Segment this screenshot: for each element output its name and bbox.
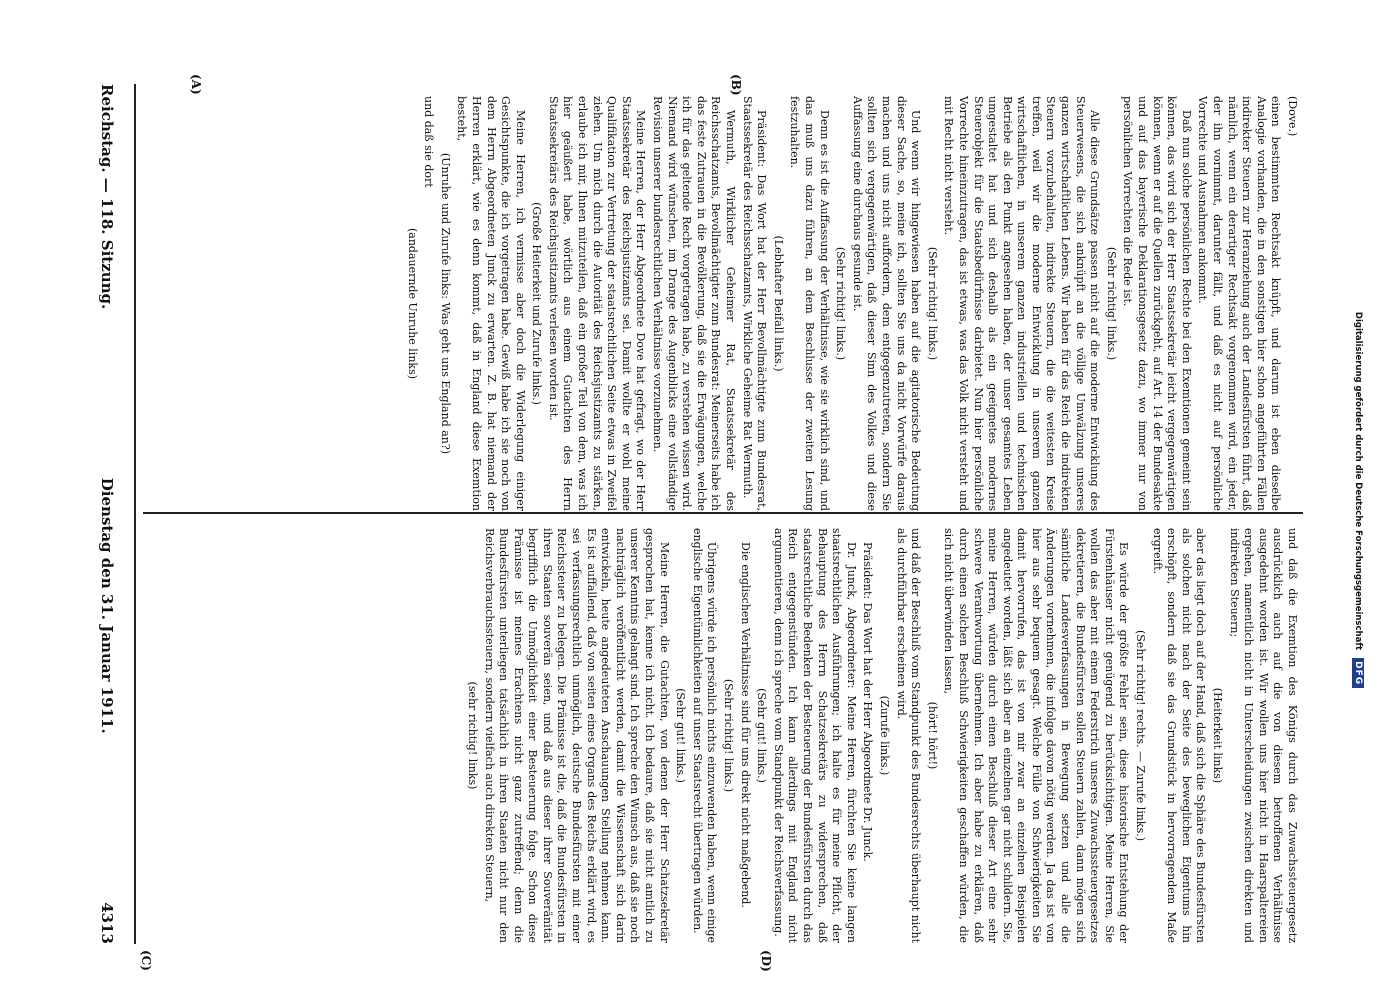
paragraph: (Dove.)	[1286, 96, 1299, 137]
margin-marker-a: (A)	[189, 74, 203, 95]
paragraph: (sehr richtig! links)	[465, 681, 479, 790]
paragraph: (Große Heiterkeit und Zurufe links.)	[530, 202, 544, 405]
paragraph: Denn es ist die Auffassung der Verhältnisse, wie sie wirklich sind, und das muß uns dazu führen, an dem Beschlusse der zweiten Lesung festzuhalten.	[788, 96, 831, 511]
paragraph: (Sehr richtig! rechts. — Zurufe links.)	[1134, 629, 1148, 842]
paragraph: und daß sie dort	[422, 96, 436, 188]
paragraph: Dr. Junck, Abgeordneter: Meine Herren, fürchten Sie keine langen staatsrechtlichen Ausführungen; ich halte es für meine Pflicht, der Behauptung des Herrn Schatzsekretärs zu widersprechen, daß staatsrechtliche Bedenken der Besteuerung der Bundesfürsten durch das Reich entgegenstünden. Ich kann allerdings mit England nicht argumentieren, denn ich spreche vom Standpunkt der Reichsverfassung.	[771, 528, 858, 943]
page-number: 4313	[98, 902, 116, 944]
paragraph: und daß die Exemtion des Königs durch das Zuwachssteuergesetz ausdrücklich auch auf die von diesem betroffenen Verhältnisse ausgedehnt worden ist. Wir wollen uns hier nicht in Haarspaltereien ergehen, namentlich nicht in Unterscheidungen zwischen direkten und indirekten Steuern;	[1227, 528, 1299, 943]
running-header	[96, 84, 118, 944]
paragraph: Daß nun solche persönlichen Rechte bei den Exemtionen gemeint sein können, das wird sich der Herr Staatssekretär leicht vergegenwärtigen können, wenn er auf die Quellen zurückgeht, auf Art. 14 der Bundesakte und auf das bayerische Deklarationsgesetz dazu, wo immer nur von persönlichen Vorrechten die Rede ist.	[1121, 96, 1193, 511]
column-divider	[143, 512, 1303, 514]
paragraph: (Sehr richtig! links.)	[722, 678, 736, 793]
paragraph: Meine Herren, der Herr Abgeordnete Dove hat gefragt, wo der Herr Staatssekretär des Reichsjustizamts sei. Damit wollte er wohl meine Qualifikation zur Vertretung der staatsrechtlichen Seite etwas in Zweifel ziehen. Um mich durch die Autorität des Reichsjustizamts zu stärken, erlaube ich mir, Ihnen mitzuteilen, daß ein großer Teil von dem, was ich hier geäußert habe, wörtlich aus einem Gutachten des Herrn Staatssekretärs des Reichsjustizamts verlesen worden ist.	[546, 96, 648, 511]
margin-marker-b: (B)	[729, 74, 743, 96]
paragraph: aber das liegt doch auf der Hand, daß sich die Sphäre des Bundesfürsten als solchen nicht nach der Seite des beweglichen Eigentums hin erschöpft, sondern daß sie das Grundstück in hervorragendem Maße ergreift.	[1150, 528, 1208, 943]
paragraph: (Sehr gut! links.)	[674, 688, 688, 783]
paragraph: Wermuth, Wirklicher Geheimer Rat, Staatssekretär des Reichsschatzamts, Bevollmächtigter zum Bundesrat: Meinerseits habe ich das feste Zutrauen in die Bevölkerung, daß sie die Erwägungen, welche ich für das geltende Recht vorgetragen habe, zu verstehen wissen wird. Niemand wird wünschen, im Drange des Augenblicks eine vollständige Revision unserer bundesrechtlichen Verhältnisse vorzunehmen.	[651, 96, 738, 511]
paragraph: Und wenn wir hingewiesen haben auf die agitatorische Bedeutung dieser Sache, so, meine ich, sollten Sie uns da nicht Vorwürfe daraus machen und uns nicht auffordern, dem entgegenzutreten, sondern Sie sollten sich vergegenwärtigen, daß dieser Sinn des Volkes und diese Auffassung eine durchaus gesunde ist.	[850, 96, 923, 511]
paragraph: (Zurufe links.)	[877, 695, 891, 776]
paragraph: Übrigens würde ich persönlich nichts einzuwenden haben, wenn einige englische Eigentümlichkeiten auf unser Staatsrecht übertragen würden.	[690, 528, 719, 943]
margin-marker-d: (D)	[759, 950, 773, 972]
footer-text: Digitalisierung gefördert durch die Deutsche Forschungsgemeinschaft	[1353, 311, 1363, 651]
paragraph: (hört! hört!)	[925, 701, 939, 770]
paragraph: (Sehr richtig! links.)	[834, 246, 848, 361]
paragraph: (Lebhafter Beifall links.)	[771, 235, 785, 372]
paragraph: Es würde der größte Fehler sein, diese historische Entstehung der Fürstenhäuser nicht genügend zu berücksichtigen. Meine Herren, Sie wollen das aber mit einem Federstrich unseres Zuwachssteuergesetzes dekretieren, die Bundesfürsten sollen Steuern zahlen, dann mögen sich sämtliche Landesverfassungen in Bewegung setzen und alle die Änderungen vornehmen, die infolge davon nötig werden. Ja das ist von hier aus sehr bequem gesagt. Welche Fülle von Schwierigkeiten Sie damit hervorrufen, das ist von mir zwar an einzelnen Beispielen angedeutet worden, läßt sich aber an einzelnen gar nicht schildern. Sie, meine Herren, würden durch einen Beschluß dieser Art eine sehr schwere Verantwortung übernehmen. Ich aber habe zu erklären, daß durch einen solchen Beschluß Schwierigkeiten geschaffen würden, die sich nicht überwinden lassen,	[942, 528, 1131, 943]
paragraph: Meine Herren, die Gutachten, von denen der Herr Schatzsekretär gesprochen hat, kenne ich nicht. Ich bedaure, daß sie nicht amtlich zu unserer Kenntnis gelangt sind. Ich spreche den Wunsch aus, daß sie noch nachträglich veröffentlicht werden, damit die Wissenschaft sich darin entwickeln, heute angedeuteten Anschauungen Stellung nehmen kann. Es ist auffallend, daß von seiten eines Organs des Reichs erklärt wird, es sei verfassungsrechtlich unmöglich, deutsche Bundesfürsten mit einer Reichssteuer zu belegen. Die Prämisse ist die, daß die Bundesfürsten in ihren Staaten souverän seien, und daß aus dieser ihrer Souveränität begrifflich die Unmöglichkeit einer Besteuerung folge. Schon diese Prämisse ist meines Erachtens nicht ganz zutreffend; denn die Bundesfürsten unterliegen tatsächlich in ihren Staaten nicht nur den Reichsverbrauchssteuern, sondern vielfach auch direkten Steuern,	[482, 528, 671, 943]
paragraph: einen bestimmten Rechtsakt knüpft, und darum ist eben dieselbe Analogie vorhanden, die in den sonstigen hier schon angeführten Fällen indirekter Steuern zur Heranziehung auch der Landesfürsten führt, daß nämlich, wenn ein derartiger Rechtsakt vorgenommen wird, ein jeder, der ihn vornimmt, darunter fällt, und daß es nicht auf persönliche Vorrechte und Ausnahmen ankommt.	[1196, 96, 1283, 511]
paragraph: Meine Herren, ich vermisse aber doch die Widerlegung einiger Gesichtspunkte, die ich vorgetragen habe. Gewiß habe ich sie noch von dem Herrn Abgeordneten Junck zu erwarten. Z. B. hat niemand der Herren erklärt, wie es denn kommt, daß in England diese Exemtion besteht,	[455, 96, 527, 511]
header-rule	[134, 84, 136, 944]
paragraph: (Unruhe und Zurufe links: Was geht uns England an?)	[438, 152, 452, 455]
paragraph: (andauernde Unruhe links)	[405, 227, 419, 380]
left-column	[144, 96, 1299, 511]
paragraph: (Sehr gut! links.)	[755, 688, 769, 783]
right-column	[144, 528, 1299, 943]
header-date: Dienstag den 31. Januar 1911.	[98, 477, 116, 734]
paragraph: und daß der Beschluß vom Standpunkt des Bundesrechts überhaupt nicht als durchführbar erscheinen wird.	[894, 528, 923, 943]
dfg-logo: DFG	[1352, 658, 1364, 688]
paragraph: (Sehr richtig! links.)	[1104, 246, 1118, 361]
paragraph: Präsident: Das Wort hat der Herr Bevollmächtigte zum Bundesrat, Staatssekretär des Reichsschatzamts, Wirkliche Geheime Rat Wermuth.	[740, 96, 769, 511]
paragraph: (Heiterkeit links)	[1211, 687, 1225, 784]
header-left: Reichstag. — 118. Sitzung.	[98, 84, 116, 310]
margin-marker-c: (C)	[139, 950, 153, 971]
footer-credit	[1351, 40, 1365, 960]
paragraph: Die englischen Verhältnisse sind für uns direkt nicht maßgebend.	[738, 542, 752, 908]
paragraph: Präsident: Das Wort hat der Herr Abgeordnete Dr. Junck.	[861, 542, 875, 862]
paragraph: (Sehr richtig! links.)	[925, 246, 939, 361]
paragraph: Alle diese Grundsätze passen nicht auf die moderne Entwicklung des Steuerwesens, die sich anknüpft an die völlige Umwälzung unseres ganzen wirtschaftlichen Lebens. Wir haben für das Reich die indirekten Steuern vorzubehalten, indirekte Steuern, die die weitesten Kreise treffen, weil wir die moderne Entwicklung in unserem ganzen wirtschaftlichen, in unserem ganzen industriellen und technischen Betriebe als den Punkt angesehen haben, der unser gesamtes Leben umgestaltet hat und sich deshalb als ein geeignetes modernes Steuerobjekt für die Staatsbedürfnisse darbietet. Nun hier persönliche Vorrechte hineinzutragen, das ist etwas, was das Volk nicht versteht und mit Recht nicht versteht.	[942, 96, 1102, 511]
